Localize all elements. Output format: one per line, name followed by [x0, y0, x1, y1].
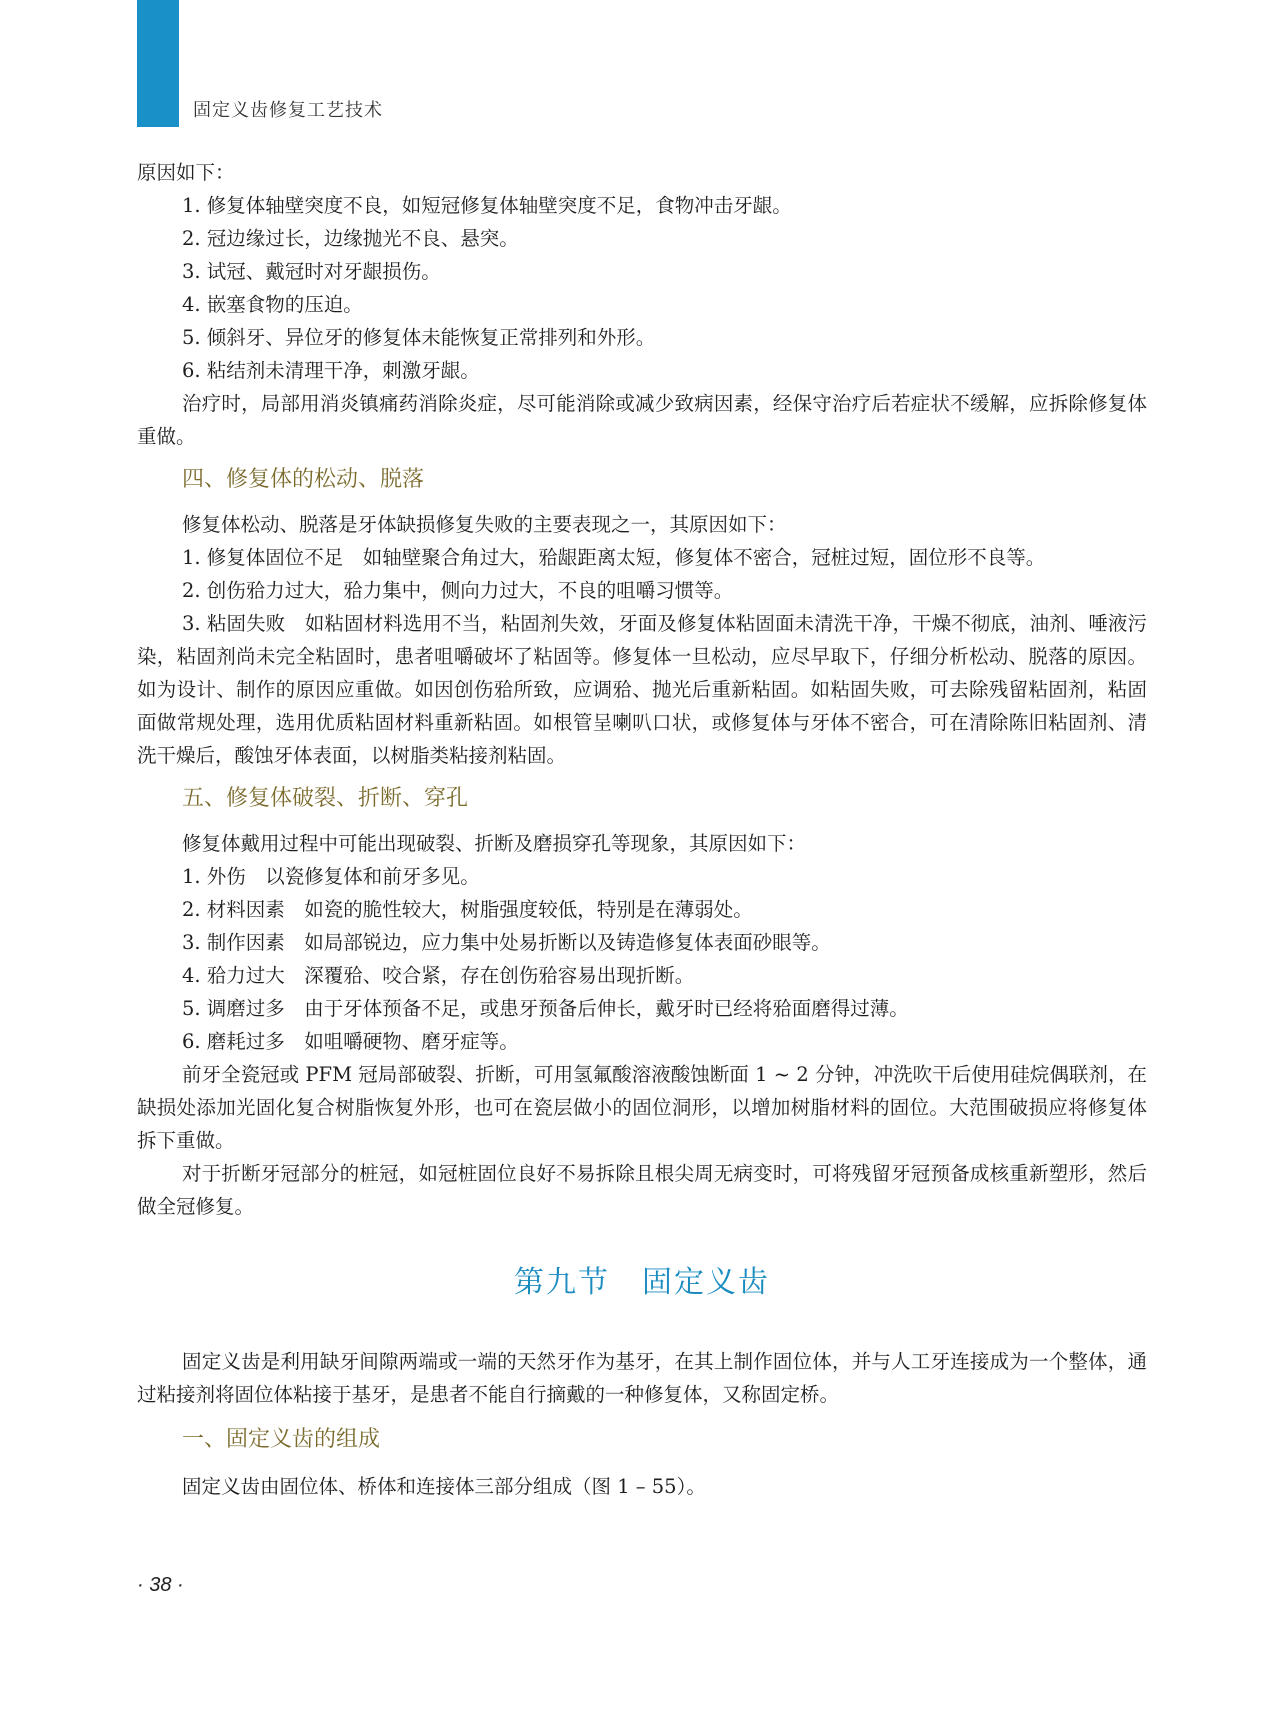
running-head-title: 固定义齿修复工艺技术 [193, 100, 383, 121]
fracture-lead: 修复体戴用过程中可能出现破裂、折断及磨损穿孔等现象，其原因如下： [182, 832, 807, 855]
fracture-item: 4. 𬌗力过大 深覆𬌗、咬合紧，存在创伤𬌗容易出现折断。 [182, 964, 695, 987]
cause-item: 2. 冠边缘过长，边缘抛光不良、悬突。 [182, 227, 519, 250]
page-number: · 38 · [137, 1574, 184, 1596]
fracture-repair-paragraph: 前牙全瓷冠或 PFM 冠局部破裂、折断，可用氢氟酸溶液酸蚀断面 1 ~ 2 分钟，冲洗吹干后使用硅烷偶联剂，在缺损处添加光固化复合树脂恢复外形，也可在瓷层做小的固位洞形，以增加树脂材料的固位。大范围破损应将修复体拆下重做。 [137, 1063, 1147, 1152]
header-color-tab [137, 0, 179, 127]
fracture-item: 3. 制作因素 如局部锐边，应力集中处易折断以及铸造修复体表面砂眼等。 [182, 931, 831, 954]
fixed-denture-intro: 固定义齿是利用缺牙间隙两端或一端的天然牙作为基牙，在其上制作固位体，并与人工牙连接成为一个整体，通过粘接剂将固位体粘接于基牙，是患者不能自行摘戴的一种修复体，又称固定桥。 [137, 1350, 1147, 1406]
fracture-item: 1. 外伤 以瓷修复体和前牙多见。 [182, 865, 480, 888]
fracture-item: 2. 材料因素 如瓷的脆性较大，树脂强度较低，特别是在薄弱处。 [182, 898, 753, 921]
page-body [137, 156, 1147, 1503]
cause-item: 1. 修复体轴壁突度不良，如短冠修复体轴壁突度不足，食物冲击牙龈。 [182, 194, 792, 217]
section-heading-fracture: 五、修复体破裂、折断、穿孔 [182, 786, 469, 811]
subsection-heading-composition: 一、固定义齿的组成 [182, 1427, 381, 1452]
chapter-section-title: 第九节 固定义齿 [514, 1265, 770, 1300]
loosening-item: 1. 修复体固位不足 如轴壁聚合角过大，𬌗龈距离太短，修复体不密合，冠桩过短，固位形不良等。 [182, 546, 1046, 569]
cause-item: 4. 嵌塞食物的压迫。 [182, 293, 363, 316]
loosening-item: 3. 粘固失败 如粘固材料选用不当，粘固剂失效，牙面及修复体粘固面未清洗干净，干燥不彻底，油剂、唾液污染，粘固剂尚未完全粘固时，患者咀嚼破坏了粘固等。修复体一旦松动，应尽早取下，仔细分析松动、脱落的原因。如为设计、制作的原因应重做。如因创伤𬌗所致，应调𬌗、抛光后重新粘固。如粘固失败，可去除残留粘固剂，粘固面做常规处理，选用优质粘固材料重新粘固。如根管呈喇叭口状，或修复体与牙体不密合，可在清除陈旧粘固剂、清洗干燥后，酸蚀牙体表面，以树脂类粘接剂粘固。 [137, 612, 1147, 767]
composition-paragraph: 固定义齿由固位体、桥体和连接体三部分组成（图 1 – 55）。 [182, 1475, 706, 1498]
fracture-item: 6. 磨耗过多 如咀嚼硬物、磨牙症等。 [182, 1030, 519, 1053]
post-crown-paragraph: 对于折断牙冠部分的桩冠，如冠桩固位良好不易拆除且根尖周无病变时，可将残留牙冠预备成核重新塑形，然后做全冠修复。 [137, 1162, 1147, 1218]
section-heading-loosening: 四、修复体的松动、脱落 [182, 467, 425, 492]
fracture-item: 5. 调磨过多 由于牙体预备不足，或患牙预备后伸长，戴牙时已经将𬌗面磨得过薄。 [182, 997, 909, 1020]
loosening-item: 2. 创伤𬌗力过大，𬌗力集中，侧向力过大，不良的咀嚼习惯等。 [182, 579, 734, 602]
causes-lead: 原因如下： [137, 161, 235, 184]
cause-item: 6. 粘结剂未清理干净，刺激牙龈。 [182, 359, 480, 382]
cause-item: 3. 试冠、戴冠时对牙龈损伤。 [182, 260, 441, 283]
treatment-paragraph: 治疗时，局部用消炎镇痛药消除炎症，尽可能消除或减少致病因素，经保守治疗后若症状不缓解，应拆除修复体重做。 [137, 392, 1147, 448]
loosening-lead: 修复体松动、脱落是牙体缺损修复失败的主要表现之一，其原因如下： [182, 513, 787, 536]
cause-item: 5. 倾斜牙、异位牙的修复体未能恢复正常排列和外形。 [182, 326, 656, 349]
